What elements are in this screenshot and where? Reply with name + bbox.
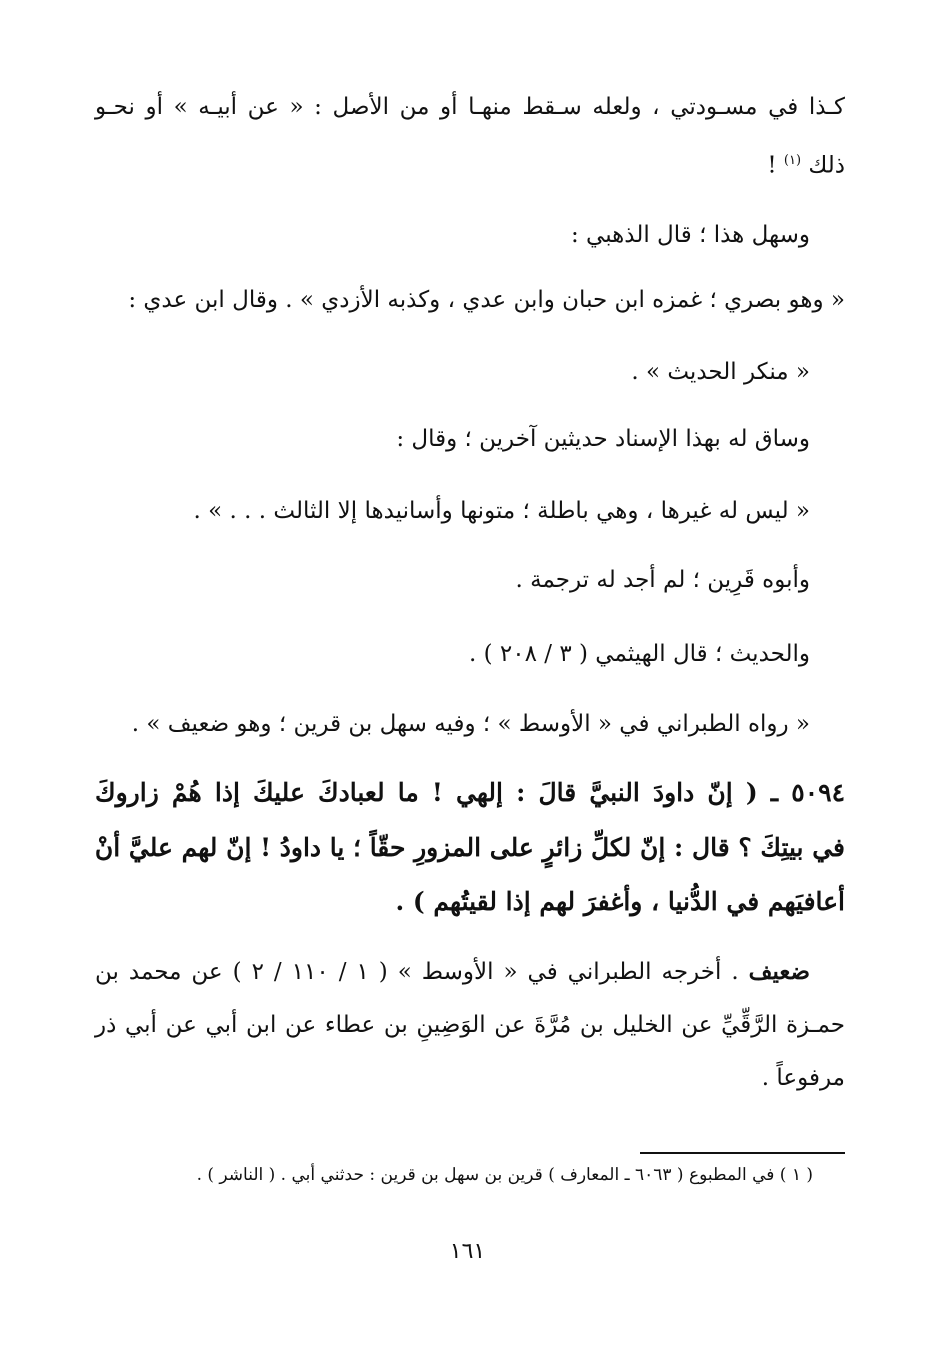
text-line (95, 87, 845, 127)
text-segment: ذلك (808, 152, 845, 179)
hadith-line: ٥٠٩٤ ـ ( إنّ داودَ النبيَّ قالَ : إلهي ! ما لعبادكَ عليكَ إذا هُمْ زاروكَ (95, 778, 845, 807)
footnote-reference: (١) (783, 153, 802, 168)
text-segment: . أخرجه الطبراني في « الأوسط » ( ١ / ١١٠ / ٢ ) عن محمد بن (95, 959, 739, 985)
text-line: مرفوعاً . (761, 1065, 845, 1091)
text-line: وأبوه قَرِين ؛ لم أجد له ترجمة . (515, 567, 810, 593)
text-line: حمـزة الرَّقِّيِّ عن الخليل بن مُرَّةَ عن الوَضِينِ بن عطاء عن ابن أبي عن أبي ذر (95, 1012, 845, 1038)
text-line: « ليس له غيرها ، وهي باطلة ؛ متونها وأسانيدها إلا الثالث . . . » . (193, 498, 810, 524)
text-segment: ! (767, 152, 777, 179)
page-number: ١٦١ (449, 1239, 486, 1264)
text-line: والحديث ؛ قال الهيثمي ( ٣ / ٢٠٨ ) . (468, 641, 810, 667)
text-line: وسهل هذا ؛ قال الذهبي : (570, 222, 810, 248)
text-line (95, 952, 810, 992)
text-line: « منكر الحديث » . (631, 359, 810, 385)
text-segment: كـذا في مسـودتي ، ولعله سـقط منهـا أو من الأصل : « عن أبيـه » أو نحـو (95, 94, 845, 120)
text-line: « وهو بصري ؛ غمزه ابن حبان وابن عدي ، وكذبه الأزدي » . وقال ابن عدي : (128, 287, 845, 313)
hadith-line: أعافيَهم في الدُّنيا ، وأغفرَ لهم إذا لقيتُهم ) . (395, 887, 845, 916)
text-line: « رواه الطبراني في « الأوسط » ؛ وفيه سهل بن قرين ؛ وهو ضعيف » . (131, 711, 810, 737)
grading-label: ضعيف (748, 958, 811, 985)
text-line (95, 141, 845, 186)
footnote-divider (640, 1152, 845, 1154)
text-line: وساق له بهذا الإسناد حديثين آخرين ؛ وقال : (396, 426, 810, 452)
footnote: ( ١ ) في المطبوع ( ٦٠٦٣ ـ المعارف ) قرين بن سهل بن قرين : حدثني أبي . ( الناشر ) . (196, 1165, 813, 1185)
hadith-line: في بيتِكَ ؟ قال : إنّ لكلِّ زائرٍ على المزورِ حقّاً ؛ يا داودُ ! إنّ لهم عليَّ أنْ (94, 833, 845, 862)
